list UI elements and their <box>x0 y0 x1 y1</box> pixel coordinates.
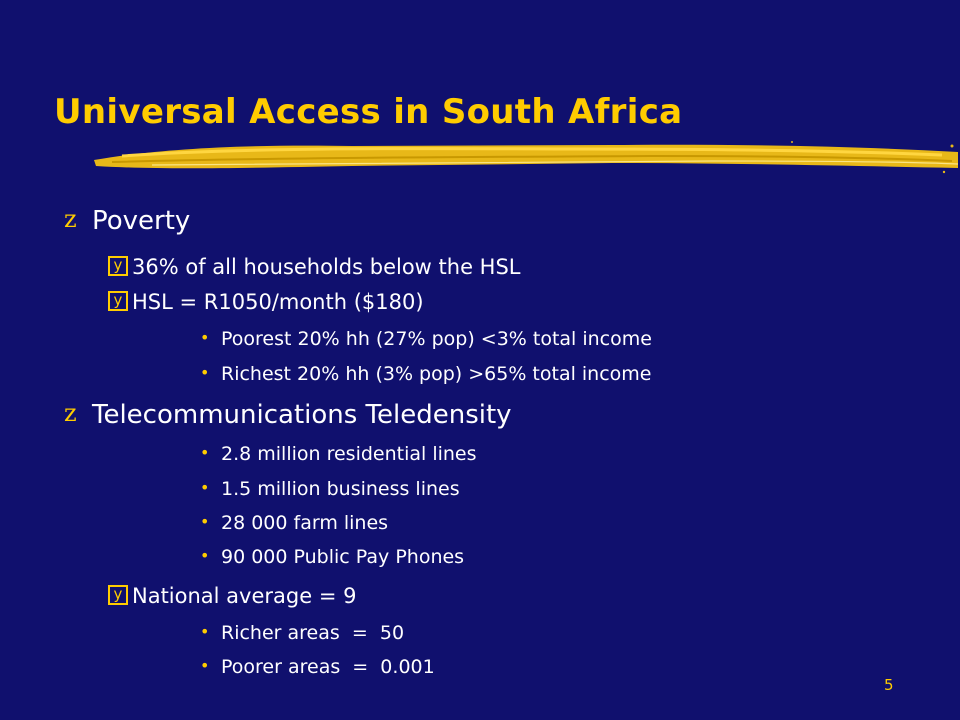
checkbox-y-icon: y <box>108 291 128 311</box>
sub-bullet-households-text: 36% of all households below the HSL <box>132 255 521 279</box>
z-bullet-icon: z <box>64 204 77 233</box>
sub-bullet-households <box>108 255 521 279</box>
bullet-poverty-label: Poverty <box>92 206 191 236</box>
detail-poorest <box>200 328 652 350</box>
detail-residential-text: 2.8 million residential lines <box>221 443 477 465</box>
detail-richest <box>200 363 652 385</box>
detail-farm-text: 28 000 farm lines <box>221 512 389 534</box>
detail-farm <box>200 512 388 534</box>
detail-richest-text: Richest 20% hh (3% pop) >65% total income <box>221 363 652 385</box>
bullet-telecom <box>64 400 512 430</box>
bullet-poverty <box>64 206 190 236</box>
sub-bullet-hsl-text: HSL = R1050/month ($180) <box>132 290 424 314</box>
z-bullet-icon: z <box>64 398 77 427</box>
detail-poorest-text: Poorest 20% hh (27% pop) <3% total income <box>221 328 652 350</box>
dot-bullet-icon: • <box>200 656 210 675</box>
sub-bullet-national-text: National average = 9 <box>132 584 357 608</box>
detail-richer <box>200 622 404 644</box>
detail-business-text: 1.5 million business lines <box>221 478 460 500</box>
bullet-telecom-label: Telecommunications Teledensity <box>92 400 512 430</box>
checkbox-y-icon: y <box>108 585 128 605</box>
detail-payphones <box>200 546 464 568</box>
dot-bullet-icon: • <box>200 622 210 641</box>
dot-bullet-icon: • <box>200 443 210 462</box>
dot-bullet-icon: • <box>200 512 210 531</box>
sub-bullet-national <box>108 584 356 608</box>
dot-bullet-icon: • <box>200 363 210 382</box>
dot-bullet-icon: • <box>200 328 210 347</box>
slide-title: Universal Access in South Africa <box>54 92 683 132</box>
detail-payphones-text: 90 000 Public Pay Phones <box>221 546 465 568</box>
detail-poorer-text: Poorer areas = 0.001 <box>221 656 435 678</box>
detail-richer-text: Richer areas = 50 <box>221 622 405 644</box>
detail-residential <box>200 443 477 465</box>
brush-stroke-divider <box>92 136 960 178</box>
dot-bullet-icon: • <box>200 546 210 565</box>
checkbox-y-icon: y <box>108 256 128 276</box>
detail-poorer <box>200 656 435 678</box>
dot-bullet-icon: • <box>200 478 210 497</box>
page-number: 5 <box>884 676 894 694</box>
detail-business <box>200 478 460 500</box>
sub-bullet-hsl <box>108 290 424 314</box>
